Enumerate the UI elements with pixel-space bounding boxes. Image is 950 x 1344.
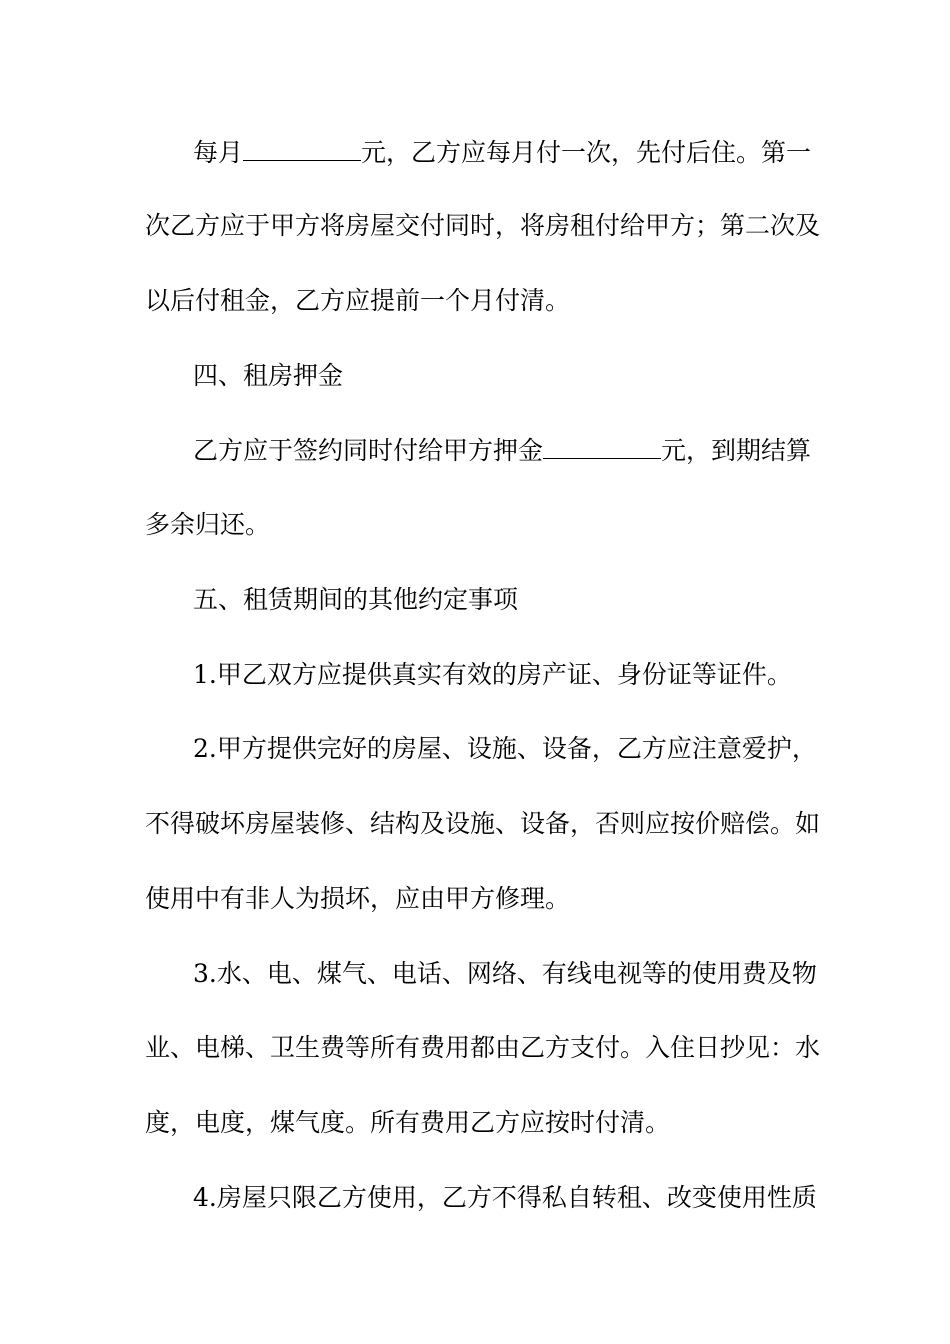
text-segment: 每月 bbox=[193, 138, 244, 167]
rent-payment-line-1 bbox=[193, 135, 863, 171]
term-4-line-1: 4.房屋只限乙方使用，乙方不得私自转租、改变使用性质 bbox=[193, 1183, 817, 1212]
text-segment: 乙方应于签约同时付给甲方押金 bbox=[193, 436, 544, 465]
rent-amount-blank bbox=[243, 138, 361, 161]
text-segment: 元，到期结算 bbox=[661, 436, 812, 465]
deposit-line-2: 多余归还。 bbox=[145, 510, 271, 539]
deposit-amount-blank bbox=[543, 436, 661, 459]
term-2-line-1: 2.甲方提供完好的房屋、设施、设备，乙方应注意爱护， bbox=[193, 734, 817, 763]
term-3-line-3: 度，电度，煤气度。所有费用乙方应按时付清。 bbox=[145, 1108, 671, 1137]
rent-payment-line-3: 以后付租金，乙方应提前一个月付清。 bbox=[145, 286, 571, 315]
term-3-line-1: 3.水、电、煤气、电话、网络、有线电视等的使用费及物 bbox=[193, 959, 817, 988]
term-2-line-3: 使用中有非人为损坏，应由甲方修理。 bbox=[145, 884, 571, 913]
section-heading-other-terms: 五、租赁期间的其他约定事项 bbox=[193, 585, 519, 614]
rent-payment-line-2: 次乙方应于甲方将房屋交付同时，将房租付给甲方；第二次及 bbox=[145, 211, 821, 240]
section-heading-deposit: 四、租房押金 bbox=[193, 361, 344, 390]
text-segment: 元，乙方应每月付一次，先付后住。第一 bbox=[361, 138, 812, 167]
term-1-line-1: 1.甲乙双方应提供真实有效的房产证、身份证等证件。 bbox=[193, 660, 792, 689]
term-3-line-2: 业、电梯、卫生费等所有费用都由乙方支付。入住日抄见：水 bbox=[145, 1033, 821, 1062]
term-2-line-2: 不得破坏房屋装修、结构及设施、设备，否则应按价赔偿。如 bbox=[145, 809, 821, 838]
deposit-line-1 bbox=[193, 433, 863, 469]
